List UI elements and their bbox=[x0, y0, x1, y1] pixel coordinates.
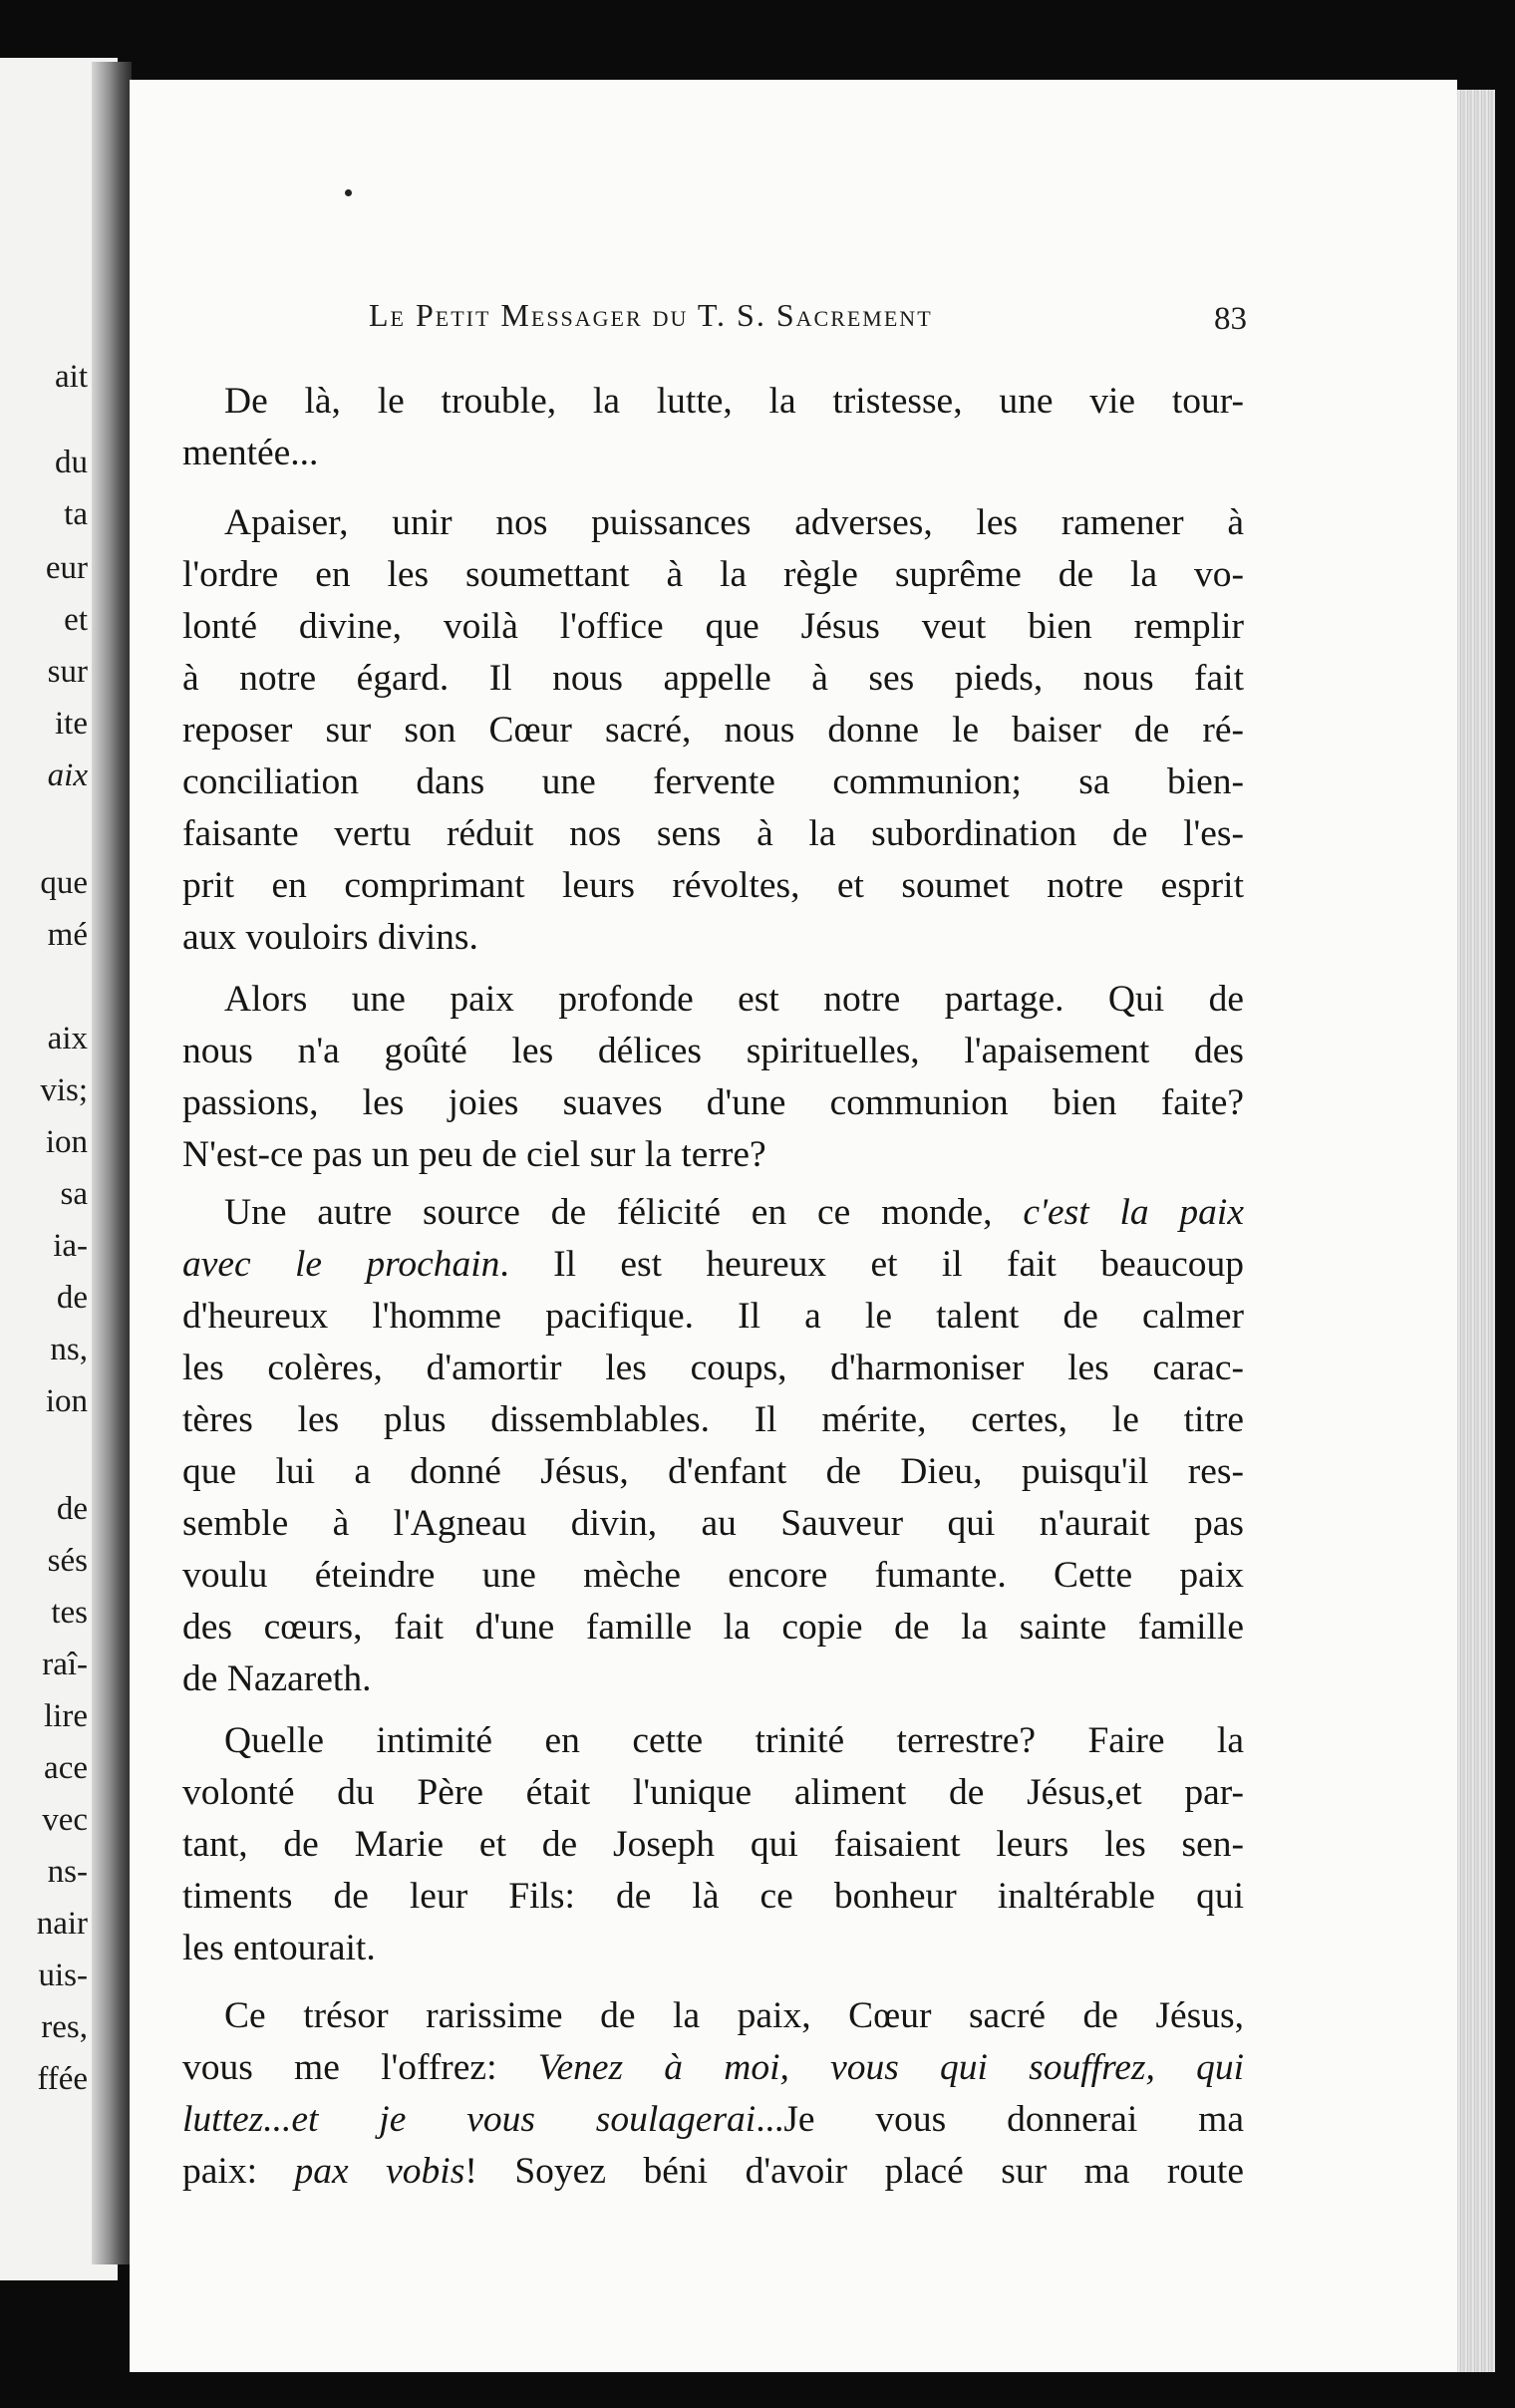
text-line: De là, le trouble, la lutte, la tristesse, une vie tour- bbox=[224, 381, 1244, 422]
left-fragment: nair bbox=[36, 1906, 88, 1942]
text-line bbox=[182, 2049, 1244, 2087]
left-fragment: et bbox=[64, 602, 88, 638]
text-line: les entourait. bbox=[182, 1928, 376, 1968]
left-fragment: uis- bbox=[38, 1957, 88, 1993]
text-line: mentée... bbox=[182, 433, 319, 473]
left-fragment: ion bbox=[45, 1124, 88, 1160]
left-fragment: du bbox=[55, 445, 88, 480]
left-fragment: sur bbox=[47, 654, 88, 690]
ink-speck bbox=[345, 189, 352, 196]
left-fragment: ace bbox=[44, 1750, 88, 1786]
text-line: aux vouloirs divins. bbox=[182, 917, 478, 958]
text-line: Ce trésor rarissime de la paix, Cœur sacré de Jésus, bbox=[224, 1995, 1244, 2036]
left-fragment: ns- bbox=[47, 1854, 88, 1890]
italic-phrase: avec le prochain bbox=[182, 1244, 500, 1285]
left-fragment: vis; bbox=[40, 1072, 88, 1108]
text-segment: vous me l'offrez: bbox=[182, 2047, 538, 2088]
left-fragment: ite bbox=[55, 706, 88, 742]
left-fragment: aix bbox=[47, 1021, 88, 1056]
left-fragment: eur bbox=[45, 550, 88, 586]
text-line: des cœurs, fait d'une famille la copie de la sainte famille bbox=[182, 1607, 1244, 1648]
page-number: 83 bbox=[1214, 301, 1247, 337]
left-fragment: de bbox=[56, 1280, 88, 1316]
left-fragment: tes bbox=[51, 1595, 88, 1631]
text-line: faisante vertu réduit nos sens à la subordination de l'es- bbox=[182, 813, 1244, 854]
left-fragment: ta bbox=[64, 496, 88, 532]
text-line: de Nazareth. bbox=[182, 1658, 372, 1699]
left-fragment: vec bbox=[42, 1802, 88, 1838]
text-line: voulu éteindre une mèche encore fumante. Cette paix bbox=[182, 1555, 1244, 1596]
left-fragment: mé bbox=[47, 917, 88, 953]
text-segment: Une autre source de félicité en ce monde, bbox=[224, 1192, 1024, 1233]
text-line: que lui a donné Jésus, d'enfant de Dieu, puisqu'il res- bbox=[182, 1451, 1244, 1492]
text-line bbox=[182, 2101, 1244, 2139]
text-line: lonté divine, voilà l'office que Jésus veut bien remplir bbox=[182, 606, 1244, 647]
left-fragment: ns, bbox=[50, 1332, 88, 1367]
text-line bbox=[224, 1194, 1244, 1232]
book-gutter-shadow bbox=[92, 62, 132, 2264]
left-fragment: ait bbox=[55, 359, 88, 395]
text-line bbox=[182, 2153, 1244, 2191]
running-head: Le Petit Messager du T. S. Sacrement bbox=[369, 297, 933, 333]
left-fragment: sés bbox=[47, 1543, 88, 1579]
text-line: Apaiser, unir nos puissances adverses, les ramener à bbox=[224, 502, 1244, 543]
left-fragment: raî- bbox=[42, 1647, 88, 1682]
italic-phrase: luttez...et je vous soulagerai bbox=[182, 2099, 757, 2140]
left-fragment: aix bbox=[47, 757, 88, 793]
italic-phrase: c'est la paix bbox=[1023, 1192, 1244, 1233]
text-segment: . Il est heureux et il fait beaucoup bbox=[499, 1244, 1244, 1285]
text-line: prit en comprimant leurs révoltes, et soumet notre esprit bbox=[182, 865, 1244, 906]
text-line: les colères, d'amortir les coups, d'harmoniser les carac- bbox=[182, 1348, 1244, 1388]
text-line: à notre égard. Il nous appelle à ses pieds, nous fait bbox=[182, 658, 1244, 699]
text-segment: ...Je vous donnerai ma bbox=[756, 2099, 1244, 2140]
text-line: timents de leur Fils: de là ce bonheur inaltérable qui bbox=[182, 1876, 1244, 1917]
text-line: volonté du Père était l'unique aliment de Jésus,et par- bbox=[182, 1772, 1244, 1813]
text-line: tères les plus dissemblables. Il mérite, certes, le titre bbox=[182, 1399, 1244, 1440]
left-fragment: de bbox=[56, 1491, 88, 1527]
left-fragment: ia- bbox=[53, 1228, 88, 1264]
text-line: d'heureux l'homme pacifique. Il a le talent de calmer bbox=[182, 1296, 1244, 1337]
text-line: tant, de Marie et de Joseph qui faisaient leurs les sen- bbox=[182, 1824, 1244, 1865]
left-fragment: lire bbox=[44, 1698, 88, 1734]
left-fragment: res, bbox=[41, 2009, 88, 2045]
text-line: nous n'a goûté les délices spirituelles, l'apaisement des bbox=[182, 1031, 1244, 1071]
text-line bbox=[182, 1246, 1244, 1284]
text-line: semble à l'Agneau divin, au Sauveur qui n'aurait pas bbox=[182, 1503, 1244, 1544]
italic-phrase: pax vobis bbox=[294, 2151, 465, 2192]
text-line: Quelle intimité en cette trinité terrestre? Faire la bbox=[224, 1720, 1244, 1761]
left-fragment: sa bbox=[60, 1176, 88, 1212]
left-fragment: ffée bbox=[37, 2061, 88, 2097]
text-segment: paix: bbox=[182, 2151, 295, 2192]
left-fragment: que bbox=[40, 865, 88, 901]
text-line: passions, les joies suaves d'une communion bien faite? bbox=[182, 1082, 1244, 1123]
text-segment: ! Soyez béni d'avoir placé sur ma route bbox=[464, 2151, 1244, 2192]
text-line: conciliation dans une fervente communion; sa bien- bbox=[182, 761, 1244, 802]
left-fragment: ion bbox=[45, 1383, 88, 1419]
italic-phrase: Venez à moi, vous qui souffrez, qui bbox=[537, 2047, 1245, 2088]
text-line: l'ordre en les soumettant à la règle suprême de la vo- bbox=[182, 554, 1244, 595]
text-line: reposer sur son Cœur sacré, nous donne le baiser de ré- bbox=[182, 710, 1244, 751]
text-line: Alors une paix profonde est notre partage. Qui de bbox=[224, 979, 1244, 1020]
text-line: N'est-ce pas un peu de ciel sur la terre? bbox=[182, 1134, 766, 1175]
